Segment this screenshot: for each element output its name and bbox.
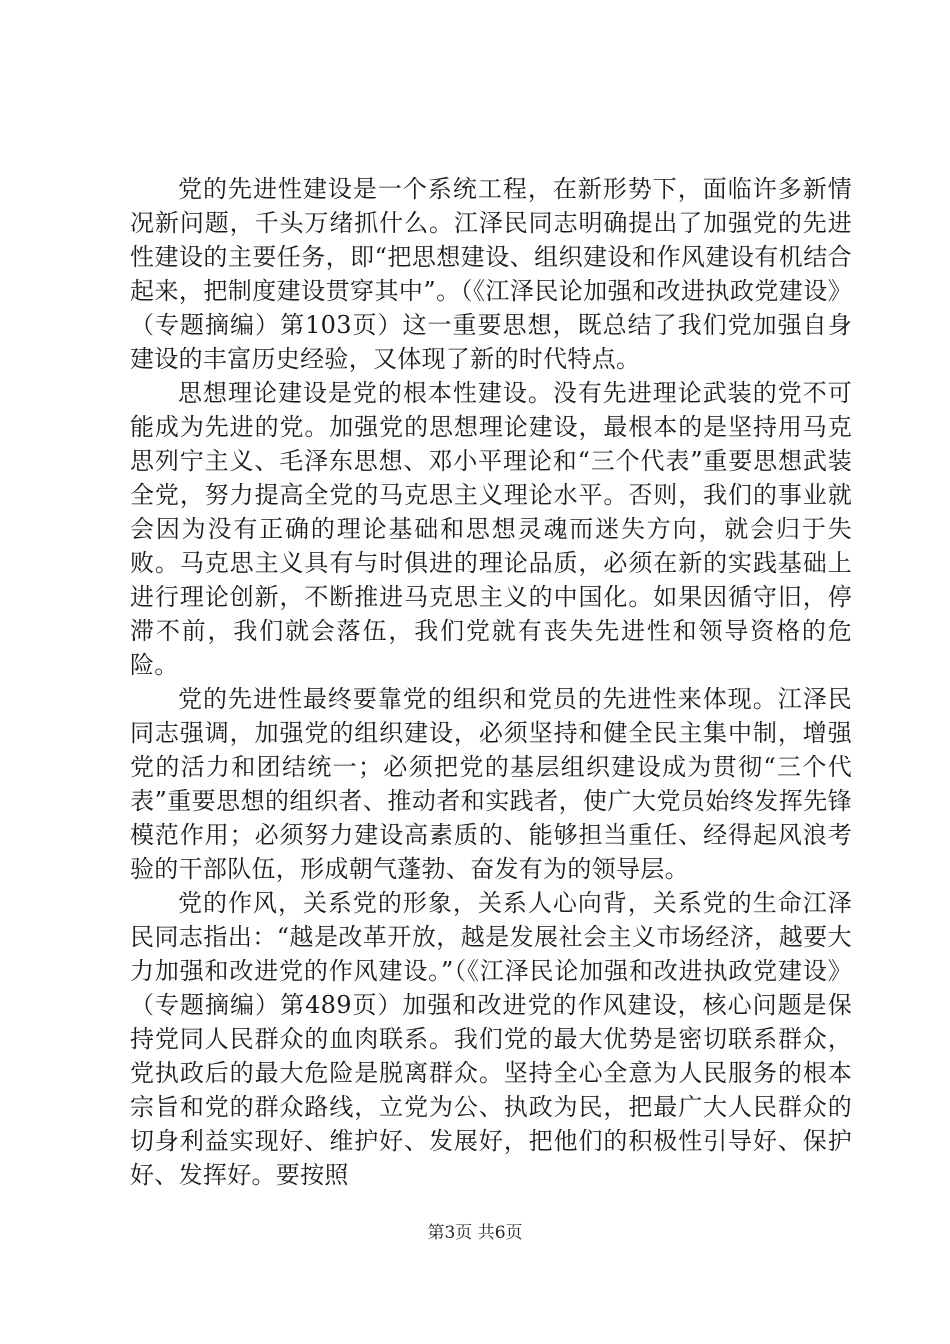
paragraph-4: 党的作风，关系党的形象，关系人心向背，关系党的生命江泽民同志指出：“越是改革开放，越是发展社会主义市场经济，越要大力加强和改进党的作风建设。”（《江泽民论加强和改进执政党建设》（专题摘编）第489页）加强和改进党的作风建设，核心问题是保持党同人民群众的血肉联系。我们党的最大优势是密切联系群众，党执政后的最大危险是脱离群众。坚持全心全意为人民服务的根本宗旨和党的群众路线，立党为公、执政为民，把最广大人民群众的切身利益实现好、维护好、发展好，把他们的积极性引导好、保护好、发挥好。要按照: [130, 889, 852, 1189]
paragraph-1: 党的先进性建设是一个系统工程，在新形势下，面临许多新情况新问题，千头万绪抓什么。江泽民同志明确提出了加强党的先进性建设的主要任务，即“把思想建设、组织建设和作风建设有机结合起来，把制度建设贯穿其中”。（《江泽民论加强和改进执政党建设》（专题摘编）第103页）这一重要思想，既总结了我们党加强自身建设的丰富历史经验，又体现了新的时代特点。: [130, 175, 852, 373]
document-body: [130, 172, 852, 1192]
paragraph-2: 思想理论建设是党的根本性建设。没有先进理论武装的党不可能成为先进的党。加强党的思想理论建设，最根本的是坚持用马克思列宁主义、毛泽东思想、邓小平理论和“三个代表”重要思想武装全党，努力提高全党的马克思主义理论水平。否则，我们的事业就会因为没有正确的理论基础和思想灵魂而迷失方向，就会归于失败。马克思主义具有与时俱进的理论品质，必须在新的实践基础上进行理论创新，不断推进马克思主义的中国化。如果因循守旧，停滞不前，我们就会落伍，我们党就有丧失先进性和领导资格的危险。: [130, 379, 852, 679]
page-footer: 第3页 共6页: [427, 1223, 523, 1243]
paragraph-3: 党的先进性最终要靠党的组织和党员的先进性来体现。江泽民同志强调，加强党的组织建设，必须坚持和健全民主集中制，增强党的活力和团结统一；必须把党的基层组织建设成为贯彻“三个代表”重要思想的组织者、推动者和实践者，使广大党员始终发挥先锋模范作用；必须努力建设高素质的、能够担当重任、经得起风浪考验的干部队伍，形成朝气蓬勃、奋发有为的领导层。: [130, 685, 852, 883]
